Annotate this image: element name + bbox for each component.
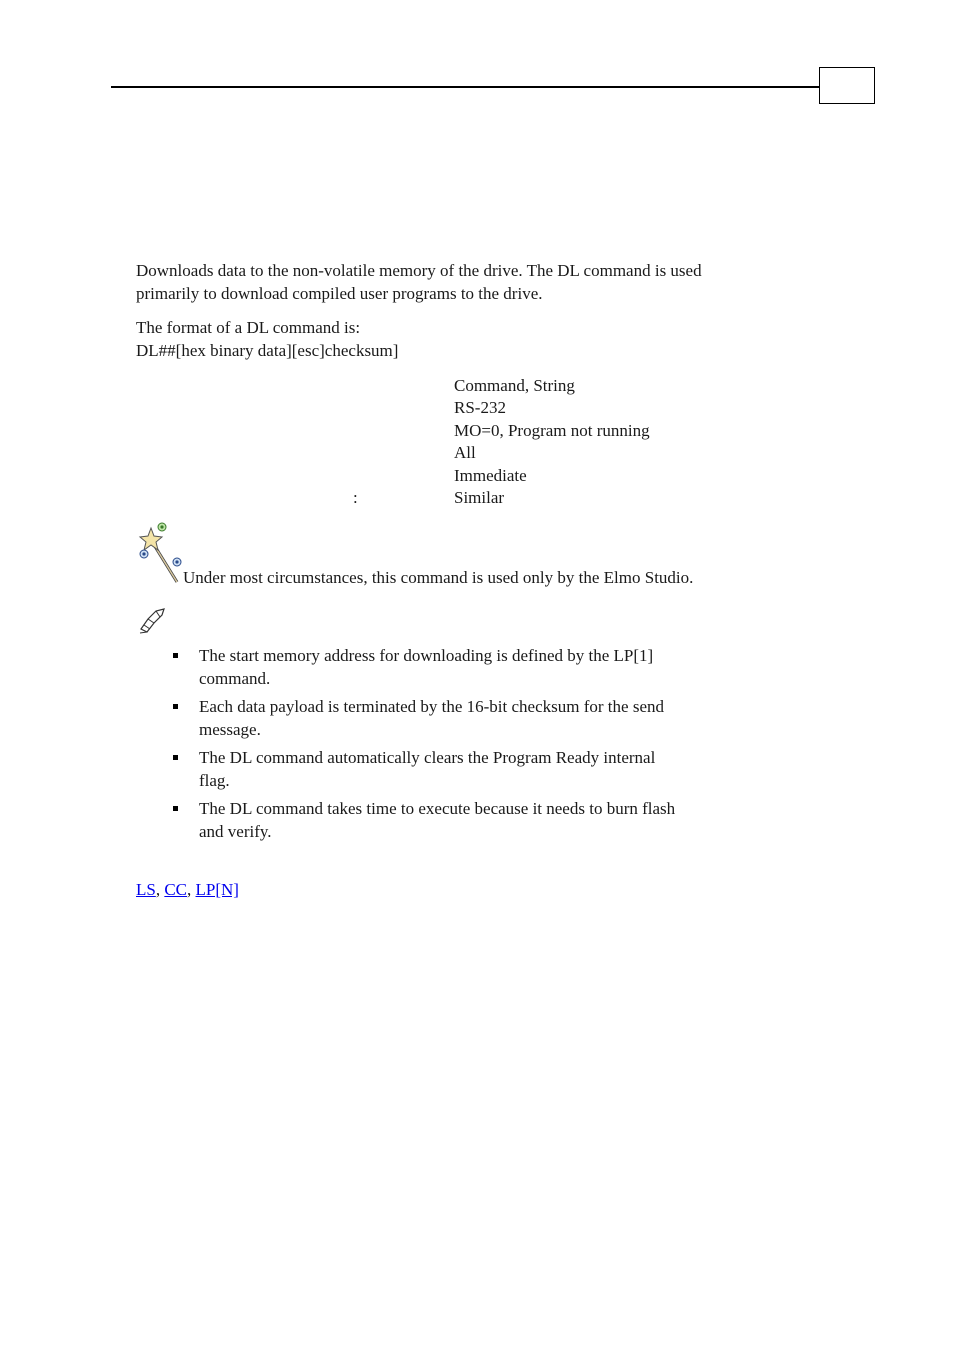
link-separator: , xyxy=(187,880,192,899)
bullet-square-icon xyxy=(173,653,178,658)
link-separator: , xyxy=(155,880,161,899)
note-line-2: command. xyxy=(199,668,271,688)
tip-text: Under most circumstances, this command is used only by the Elmo Studio. xyxy=(183,568,694,587)
note-line-1: The DL command automatically clears the Program Ready internal xyxy=(199,748,656,767)
attribute-value: RS-232 xyxy=(454,398,506,418)
link-ls[interactable]: LS xyxy=(136,880,156,899)
list-item xyxy=(170,645,750,690)
description xyxy=(136,260,702,305)
attribute-colon: : xyxy=(353,487,358,507)
note-line-1: The start memory address for downloading is defined by the LP[1] xyxy=(199,646,654,665)
see-also-links xyxy=(136,879,239,902)
note-line-2: message. xyxy=(199,719,261,739)
link-cc[interactable]: CC xyxy=(164,880,188,899)
description-line-2: primarily to download compiled user programs to the drive. xyxy=(136,283,543,303)
attribute-row xyxy=(136,375,776,397)
note-line-2: and verify. xyxy=(199,821,272,841)
link-lp-n[interactable]: LP[N] xyxy=(195,880,239,899)
attribute-row xyxy=(136,487,776,509)
format-block xyxy=(136,317,398,362)
attributes-table xyxy=(136,375,776,509)
bullet-square-icon xyxy=(173,806,178,811)
attribute-value: Similar xyxy=(454,487,505,507)
list-item xyxy=(170,747,750,792)
note-line-1: The DL command takes time to execute because it needs to burn flash xyxy=(199,799,676,818)
attribute-row xyxy=(136,442,776,464)
format-intro: The format of a DL command is: xyxy=(136,318,361,337)
attribute-row xyxy=(136,420,776,442)
attribute-row xyxy=(136,465,776,487)
bullet-square-icon xyxy=(173,755,178,760)
attribute-value: Command, String xyxy=(454,376,575,395)
bullet-square-icon xyxy=(173,704,178,709)
header-rule xyxy=(111,86,820,88)
attribute-value: All xyxy=(454,443,476,463)
notes-list xyxy=(170,645,750,849)
note-line-1: Each data payload is terminated by the 16-bit checksum for the send xyxy=(199,697,664,716)
attribute-value: MO=0, Program not running xyxy=(454,420,650,440)
page-number-box xyxy=(819,67,875,104)
attribute-value: Immediate xyxy=(454,465,527,485)
attribute-row xyxy=(136,397,776,419)
list-item xyxy=(170,798,750,843)
description-line-1: Downloads data to the non-volatile memory of the drive. The DL command is used xyxy=(136,261,702,280)
magic-wand-icon xyxy=(137,520,183,586)
note-icon xyxy=(138,605,168,635)
note-line-2: flag. xyxy=(199,770,230,790)
list-item xyxy=(170,696,750,741)
format-syntax: DL##[hex binary data][esc]checksum] xyxy=(136,340,399,360)
